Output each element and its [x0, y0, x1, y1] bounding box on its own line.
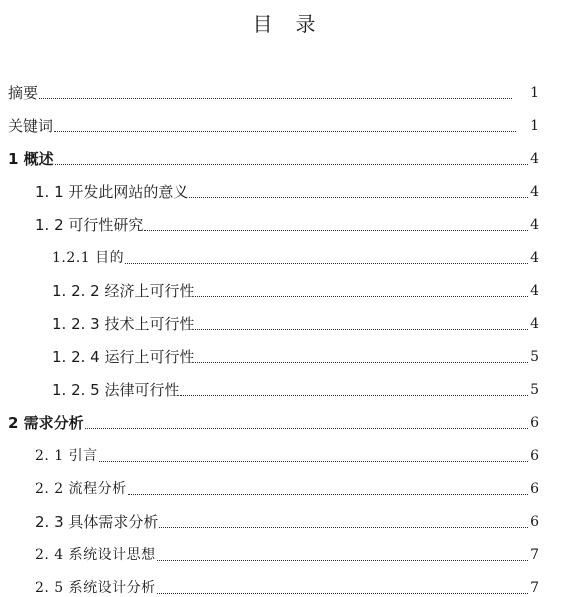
dot-leader: [195, 362, 528, 363]
toc-entry-1-1[interactable]: [35, 177, 539, 201]
toc-entry-1-2[interactable]: [35, 210, 539, 234]
toc-entry-label: 2. 3 具体需求分析: [35, 513, 159, 531]
toc-title: [0, 10, 569, 38]
toc-entry-label: 1. 1 开发此网站的意义: [35, 183, 189, 201]
dot-leader: [195, 296, 528, 297]
toc-entry-label: 2. 2 流程分析: [35, 481, 127, 497]
toc-entry-label: 1 概述: [8, 150, 54, 168]
toc-entry-page: 7: [530, 580, 539, 596]
toc-entry-2-3[interactable]: [35, 507, 539, 531]
toc-entry-label: 2 需求分析: [8, 414, 84, 432]
toc-entry-1-2-4[interactable]: [52, 342, 539, 366]
toc-entry-1-2-5[interactable]: [52, 375, 539, 399]
dot-leader: [85, 428, 528, 429]
dot-leader: [157, 560, 528, 561]
toc-entry-chapter-2[interactable]: [8, 408, 539, 432]
dot-leader: [144, 230, 528, 231]
toc-entry-1-2-2[interactable]: [52, 276, 539, 300]
toc-entry-label: 关键词: [8, 117, 54, 135]
toc-entry-keywords[interactable]: [8, 111, 539, 135]
dot-leader: [99, 461, 528, 462]
toc-entry-page: 4: [530, 184, 539, 200]
toc-entry-page: 4: [530, 316, 539, 332]
toc-entry-abstract[interactable]: [8, 78, 539, 102]
dot-leader: [39, 98, 512, 99]
toc-entry-label: 摘要: [8, 84, 39, 102]
toc-entry-label: 2. 5 系统设计分析: [35, 580, 156, 596]
toc-entry-page: 6: [530, 415, 539, 431]
toc-entry-page: 5: [530, 349, 539, 365]
toc-entry-2-4[interactable]: [35, 540, 539, 564]
dot-leader: [159, 527, 528, 528]
toc-entry-label: 1. 2 可行性研究: [35, 216, 144, 234]
dot-leader: [54, 131, 516, 132]
toc-entry-page: 6: [530, 481, 539, 497]
dot-leader: [125, 263, 528, 264]
toc-entry-page: 5: [530, 382, 539, 398]
toc-title-char-1: 目: [252, 12, 274, 36]
dot-leader: [157, 593, 528, 594]
toc-entry-label: 2. 4 系统设计思想: [35, 547, 156, 563]
toc-entry-1-2-3[interactable]: [52, 309, 539, 333]
dot-leader: [195, 329, 528, 330]
toc-entry-label: 1. 2. 4 运行上可行性: [52, 348, 195, 366]
toc-entry-page: 4: [530, 250, 539, 266]
dot-leader: [128, 494, 528, 495]
toc-entry-1-2-1[interactable]: [52, 243, 539, 267]
toc-entry-page: 4: [530, 151, 539, 167]
toc-entry-2-1[interactable]: [35, 441, 539, 465]
dot-leader: [55, 164, 528, 165]
toc-entry-page: 6: [530, 448, 539, 464]
toc-entry-page: 1: [530, 85, 539, 101]
toc-entry-page: 1: [530, 118, 539, 134]
toc-entry-chapter-1[interactable]: [8, 144, 539, 168]
toc-entry-label: 1. 2. 2 经济上可行性: [52, 282, 195, 300]
toc-entry-page: 6: [530, 514, 539, 530]
toc-entry-label: 2. 1 引言: [35, 448, 98, 464]
toc-entry-label: 1.2.1 目的: [52, 250, 125, 266]
toc-entry-page: 7: [530, 547, 539, 563]
toc-entry-label: 1. 2. 3 技术上可行性: [52, 315, 195, 333]
toc-title-char-2: 录: [295, 12, 317, 36]
toc-entry-page: 4: [530, 283, 539, 299]
dot-leader: [180, 395, 528, 396]
toc-entry-label: 1. 2. 5 法律可行性: [52, 381, 180, 399]
toc-entry-2-5[interactable]: [35, 573, 539, 597]
dot-leader: [189, 197, 528, 198]
toc-entry-page: 4: [530, 217, 539, 233]
toc-entry-2-2[interactable]: [35, 474, 539, 498]
